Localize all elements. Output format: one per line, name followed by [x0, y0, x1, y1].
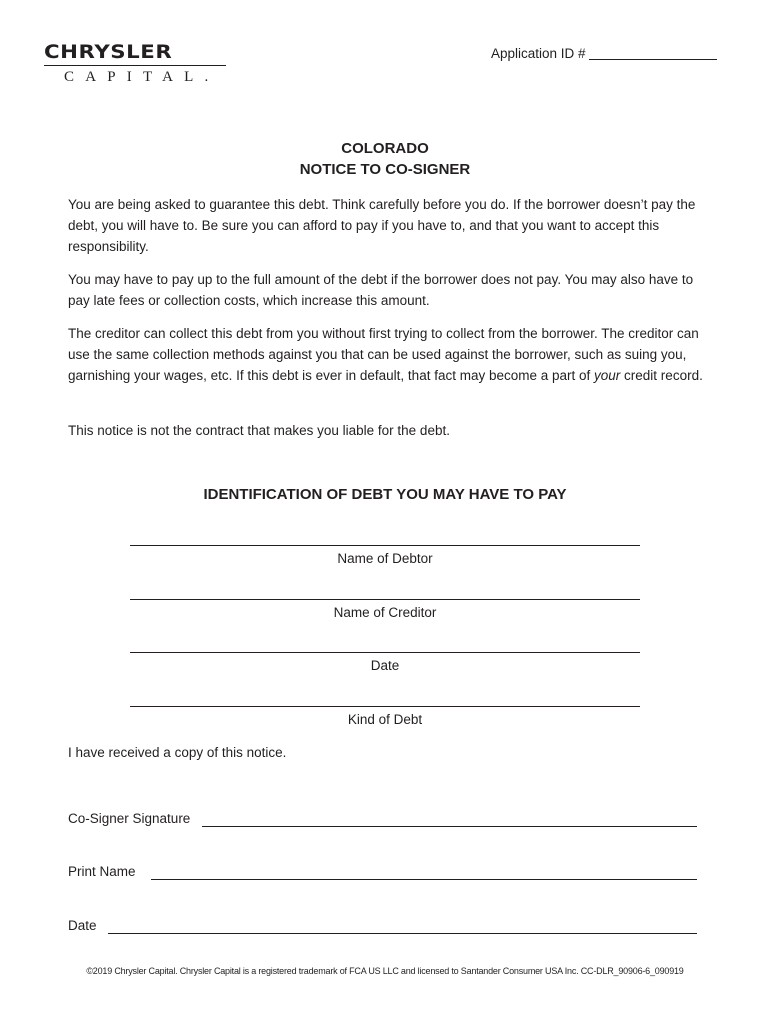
- chrysler-capital-logo: [44, 42, 228, 85]
- document-title-state: COLORADO: [341, 140, 429, 157]
- logo-wordmark-capital: CAPITAL.: [64, 69, 220, 85]
- debtor-name-label: Name of Debtor: [337, 551, 433, 566]
- application-id: [491, 46, 717, 61]
- paragraph-collection-emphasis: your: [594, 368, 621, 383]
- paragraph-full-amount: You may have to pay up to the full amount of the debt if the borrower does not pay. You may also have to pay late fees or collection costs, which increase this amount.: [68, 272, 694, 308]
- paragraph-collection-text: The creditor can collect this debt from you without first trying to collect from the borrower. The creditor can use the same collection methods against you that can be used against the borrower, such as suing you, garnishing your wages, etc. If this debt is ever in default, that fact may become a part of: [68, 326, 699, 383]
- paragraph-guarantee: You are being asked to guarantee this debt. Think carefully before you do. If the borrower doesn’t pay the debt, you will have to. Be sure you can afford to pay if you have to, and that you want to accept this responsibility.: [68, 197, 696, 254]
- kind-of-debt-label: Kind of Debt: [347, 712, 423, 727]
- acknowledgement-text: I have received a copy of this notice.: [68, 745, 287, 760]
- paragraph-collection-end: credit record.: [620, 368, 703, 383]
- debtor-name-field[interactable]: [130, 545, 640, 546]
- print-name-label: Print Name: [68, 864, 136, 879]
- logo-wordmark-chrysler: CHRYSLER: [44, 41, 173, 63]
- debt-date-field[interactable]: [130, 652, 640, 653]
- document-title: NOTICE TO CO-SIGNER: [299, 161, 471, 178]
- paragraph-collection: [68, 323, 708, 386]
- application-id-label: Application ID #: [491, 46, 586, 61]
- signature-date-field[interactable]: [108, 933, 697, 934]
- debt-date-label: Date: [370, 658, 400, 673]
- copyright-footer: ©2019 Chrysler Capital. Chrysler Capital is a registered trademark of FCA US LLC and licensed to Santander Consumer USA Inc. CC-DLR_90906-6_090919: [86, 966, 684, 976]
- paragraph-not-contract: This notice is not the contract that makes you liable for the debt.: [68, 423, 450, 438]
- logo-divider: [44, 65, 226, 66]
- creditor-name-field[interactable]: [130, 599, 640, 600]
- creditor-name-label: Name of Creditor: [333, 605, 437, 620]
- application-id-field[interactable]: [589, 47, 717, 60]
- kind-of-debt-field[interactable]: [130, 706, 640, 707]
- cosigner-signature-field[interactable]: [202, 826, 697, 827]
- cosigner-signature-label: Co-Signer Signature: [68, 811, 191, 826]
- signature-date-label: Date: [68, 918, 97, 933]
- identification-heading: IDENTIFICATION OF DEBT YOU MAY HAVE TO PAY: [203, 486, 567, 503]
- print-name-field[interactable]: [151, 879, 697, 880]
